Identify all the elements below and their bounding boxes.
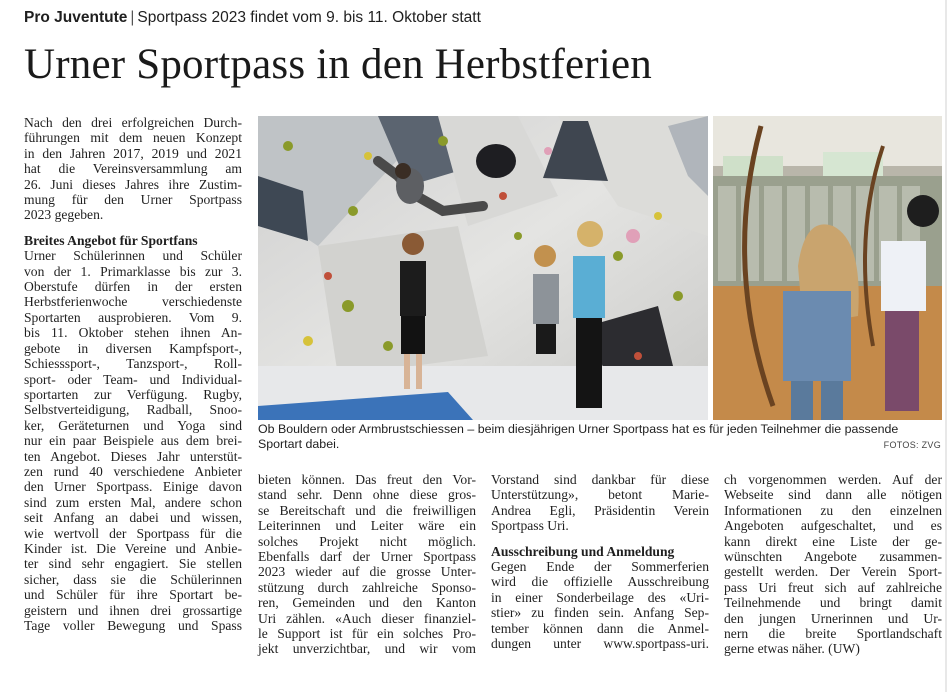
body-paragraph: [491, 559, 709, 651]
body-paragraph: [24, 248, 242, 633]
text-line: wie wertvoll der Sportpass für die: [24, 525, 242, 541]
text-line: Nach den drei erfolgreichen Durch-: [24, 115, 242, 130]
text-line: solches Projekt nicht möglich.: [258, 533, 476, 549]
text-line: Unterstützung», betont Marie-: [491, 487, 709, 503]
text-line: Angeboten aufgeschaltet, und es: [724, 518, 942, 534]
text-line: bieten können. Das freut den Vor-: [258, 472, 476, 487]
text-line: wird die offizielle Ausschreibung: [491, 574, 709, 590]
text-line: Webseite sind dann alle nötigen: [724, 487, 942, 503]
article-column-1: [24, 115, 242, 633]
text-line: wünschten Angebote zusammen-: [724, 549, 942, 565]
subheading: Breites Angebot für Sportfans: [24, 232, 198, 248]
text-line: den jungen Urnerinnen und Ur-: [724, 610, 942, 626]
text-line: Tage voller Bewegung und Spass: [24, 618, 242, 633]
text-line: mung für den Urner Sportpass: [24, 192, 242, 208]
text-line: von der 1. Primarklasse bis zur 3.: [24, 263, 242, 279]
bouldering-photo-image: [258, 116, 708, 420]
text-line: le Support ist für ein solches Pro-: [258, 626, 476, 642]
text-line: Teilnehmende und bringt damit: [724, 595, 942, 611]
text-line: tember können dann die Anmel-: [491, 620, 709, 636]
kicker-separator: |: [130, 9, 135, 26]
text-line: stützung durch zahlreiche Sponso-: [258, 579, 476, 595]
text-line: seit Anfang an dabei und wissen,: [24, 510, 242, 526]
text-line: bis 11. Oktober stehen ihnen An-: [24, 325, 242, 341]
text-line: Urner Schülerinnen und Schüler: [24, 248, 242, 264]
text-line: Herbstferienwoche verschiedenste: [24, 294, 242, 310]
text-line: kann direkt eine Liste der ge-: [724, 533, 942, 549]
text-line: zen rund 40 verschiedene Anbieter: [24, 463, 242, 479]
text-line: ren, Gemeinden und den Kanton: [258, 595, 476, 611]
text-line: stier» zu finden sein. Anfang Sep-: [491, 605, 709, 621]
text-line: Gegen Ende der Sommerferien: [491, 559, 709, 575]
text-line: in einer Sonderbeilage des «Uri-: [491, 589, 709, 605]
kicker: [24, 9, 481, 27]
text-line: geistern und ihnen drei grossartige: [24, 602, 242, 618]
intro-paragraph: [24, 115, 242, 223]
text-line: Informationen zu den einzelnen: [724, 502, 942, 518]
text-line: und Schüler für ihre Sportart be-: [24, 587, 242, 603]
text-line: hat die Vereinsversammlung am: [24, 161, 242, 177]
text-line: nern die breite Sportlandschaft: [724, 626, 942, 642]
text-line: Vorstand sind dankbar für diese: [491, 472, 709, 487]
text-line: Selbstverteidigung, Radball, Snoo-: [24, 402, 242, 418]
text-line: 2023 wieder auf die grosse Unter-: [258, 564, 476, 580]
page-edge-divider: [945, 0, 947, 692]
text-line: dungen unter www.sportpass-uri.: [491, 636, 709, 652]
text-line: Leiterinnen und Leiter wäre ein: [258, 518, 476, 534]
archery-photo-image: [713, 116, 942, 420]
text-line: ten Angebot. Dieses Jahr unterstüt-: [24, 448, 242, 464]
text-line: jekt unverzichtbar, und wir vom: [258, 641, 476, 657]
text-line: gestellt werden. Der Verein Sport-: [724, 564, 942, 580]
photo-caption: Ob Bouldern oder Armbrustschiessen – beim diesjährigen Urner Sportpass hat es für jeden Teilnehmer die passende Sportart dabei.: [258, 422, 899, 451]
text-line: den Urner Sportpass. Einige davon: [24, 479, 242, 495]
text-line: führungen mit dem neuen Konzept: [24, 130, 242, 146]
text-line: Sportarten ausprobieren. Vom 9.: [24, 309, 242, 325]
text-line: gebote in diversen Kampfsport-,: [24, 340, 242, 356]
text-line: sport- oder Team- und Individual-: [24, 371, 242, 387]
kicker-text: Sportpass 2023 findet vom 9. bis 11. Oktober statt: [137, 9, 481, 26]
text-line: pass Uri freut sich auf zahlreiche: [724, 579, 942, 595]
text-line: ch vorgenommen werden. Auf der: [724, 472, 942, 487]
text-line: sicher, dass sie die Schülerinnen: [24, 571, 242, 587]
text-line: 2023 gegeben.: [24, 207, 104, 223]
text-line: stand sehr. Denn ohne diese gros-: [258, 487, 476, 503]
text-line: Andrea Egli, Präsidentin Verein: [491, 502, 709, 518]
body-paragraph: [724, 472, 942, 657]
photo-credit: FOTOS: ZVG: [883, 440, 941, 450]
text-line: Ebenfalls darf der Urner Sportpass: [258, 549, 476, 565]
article-column-4: [724, 472, 942, 657]
subheading: Ausschreibung und Anmeldung: [491, 543, 675, 559]
text-line: ter sind sehr engagiert. Sie stellen: [24, 556, 242, 572]
body-paragraph: [491, 472, 709, 534]
text-line: 26. Juni dieses Jahres ihre Zustim-: [24, 176, 242, 192]
text-line: Uri zählen. «Auch dieser finanziel-: [258, 610, 476, 626]
kicker-section: Pro Juventute: [24, 9, 128, 26]
text-line: Schiesssport-, Tanzsport-, Roll-: [24, 356, 242, 372]
text-line: se Bereitschaft und die freiwilligen: [258, 502, 476, 518]
body-paragraph: [258, 472, 476, 657]
text-line: in den Jahren 2017, 2019 und 2021: [24, 145, 242, 161]
article-column-3: [491, 472, 709, 651]
text-line: Kinder ist. Die Vereine und Anbie-: [24, 540, 242, 556]
archery-photo: [713, 116, 942, 420]
bouldering-photo: [258, 116, 708, 420]
article-column-2: [258, 472, 476, 657]
headline: Urner Sportpass in den Herbstferien: [24, 41, 652, 88]
text-line: nur ein paar Beispiele aus dem brei-: [24, 433, 242, 449]
text-line: Oberstufe dürfen in der ersten: [24, 279, 242, 295]
text-line: Sportpass Uri.: [491, 518, 569, 534]
text-line: sportarten zur Verfügung. Rugby,: [24, 386, 242, 402]
text-line: gerne etwas näher. (UW): [724, 641, 860, 657]
text-line: ker, Geräteturnen und Yoga sind: [24, 417, 242, 433]
text-line: sind zum ersten Mal, andere schon: [24, 494, 242, 510]
